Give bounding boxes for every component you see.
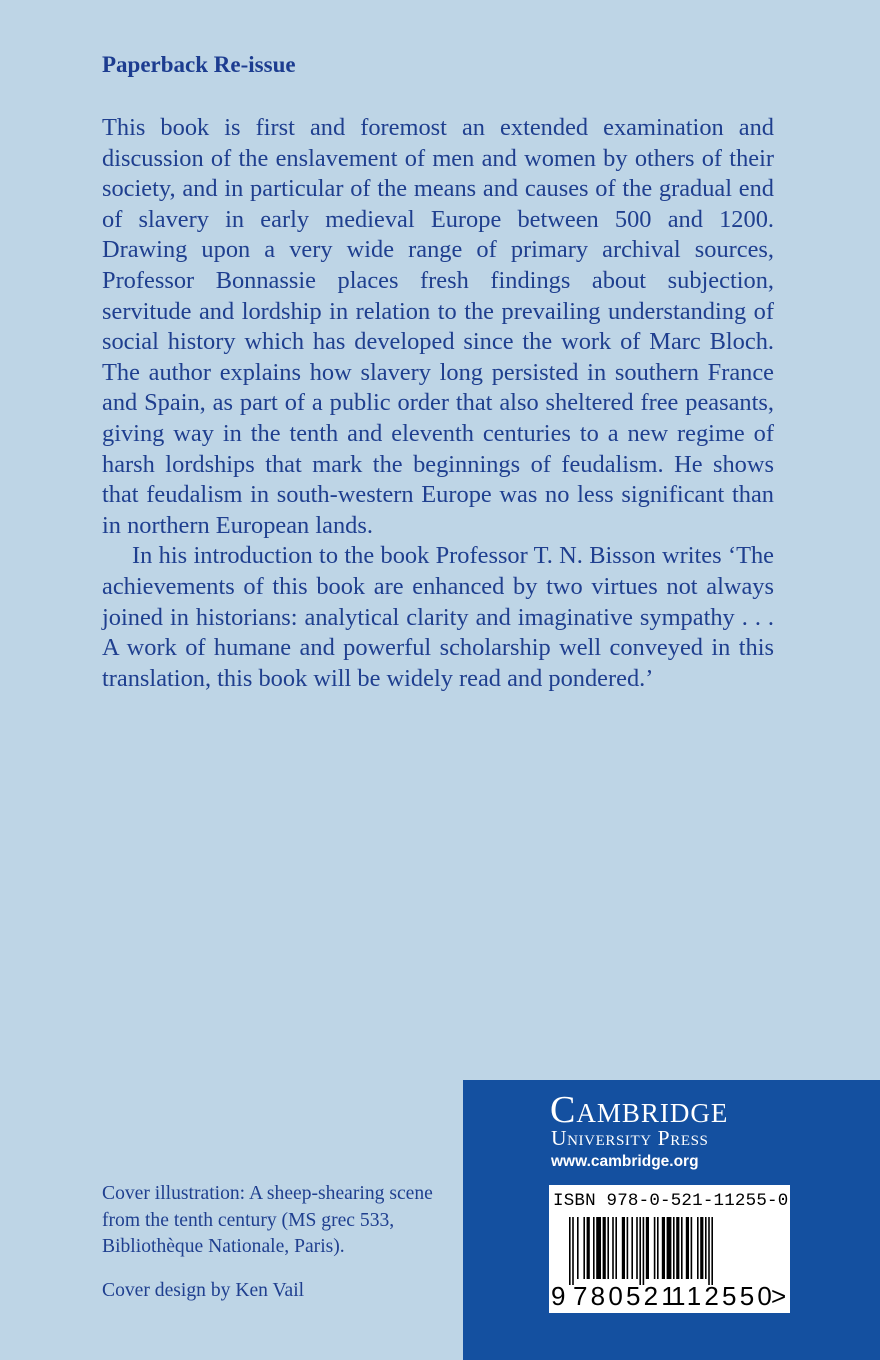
barcode-right-group: 112550 [671,1281,776,1311]
cover-illustration-credit: Cover illustration: A sheep-shearing scene from the tenth century (MS grec 533, Bibliothèque Nationale, Paris). [102,1183,433,1257]
publisher-name: Cambridge [550,1089,729,1131]
barcode-left-group: 780521 [573,1281,679,1311]
blurb-text [102,113,774,694]
section-heading: Paperback Re-issue [102,52,296,77]
barcode-lead-digit: 9 [551,1281,566,1311]
publisher-url: www.cambridge.org [551,1153,699,1170]
barcode-box [549,1185,790,1313]
blurb-paragraph-2: In his introduction to the book Professor T. N. Bisson writes ‘The achievements of this book are enhanced by two virtues not always joined in historians: analytical clarity and imaginative sympathy . . . A work of humane and powerful scholarship well conveyed in this translation, this book will be widely read and pondered.’ [102,542,774,692]
publisher-subtitle: University Press [551,1126,709,1150]
publisher-panel [463,1080,880,1360]
barcode-end-mark: > [771,1281,787,1311]
isbn-label: ISBN 978-0-521-11255-0 [553,1191,789,1211]
cover-design-credit: Cover design by Ken Vail [102,1280,305,1301]
blurb-paragraph-1: This book is first and foremost an extended examination and discussion of the enslavement of men and women by others of their society, and in particular of the means and causes of the gradual end of slavery in early medieval Europe between 500 and 1200. Drawing upon a very wide range of primary archival sources, Professor Bonnassie places fresh findings about subjection, servitude and lordship in relation to the prevailing understanding of social history which has developed since the work of Marc Bloch. The author explains how slavery long persisted in southern France and Spain, as part of a public order that also sheltered free peasants, giving way in the tenth and eleventh centuries to a new regime of harsh lordships that mark the beginnings of feudalism. He shows that feudalism in south-western Europe was no less significant than in northern European lands. [102,114,774,539]
